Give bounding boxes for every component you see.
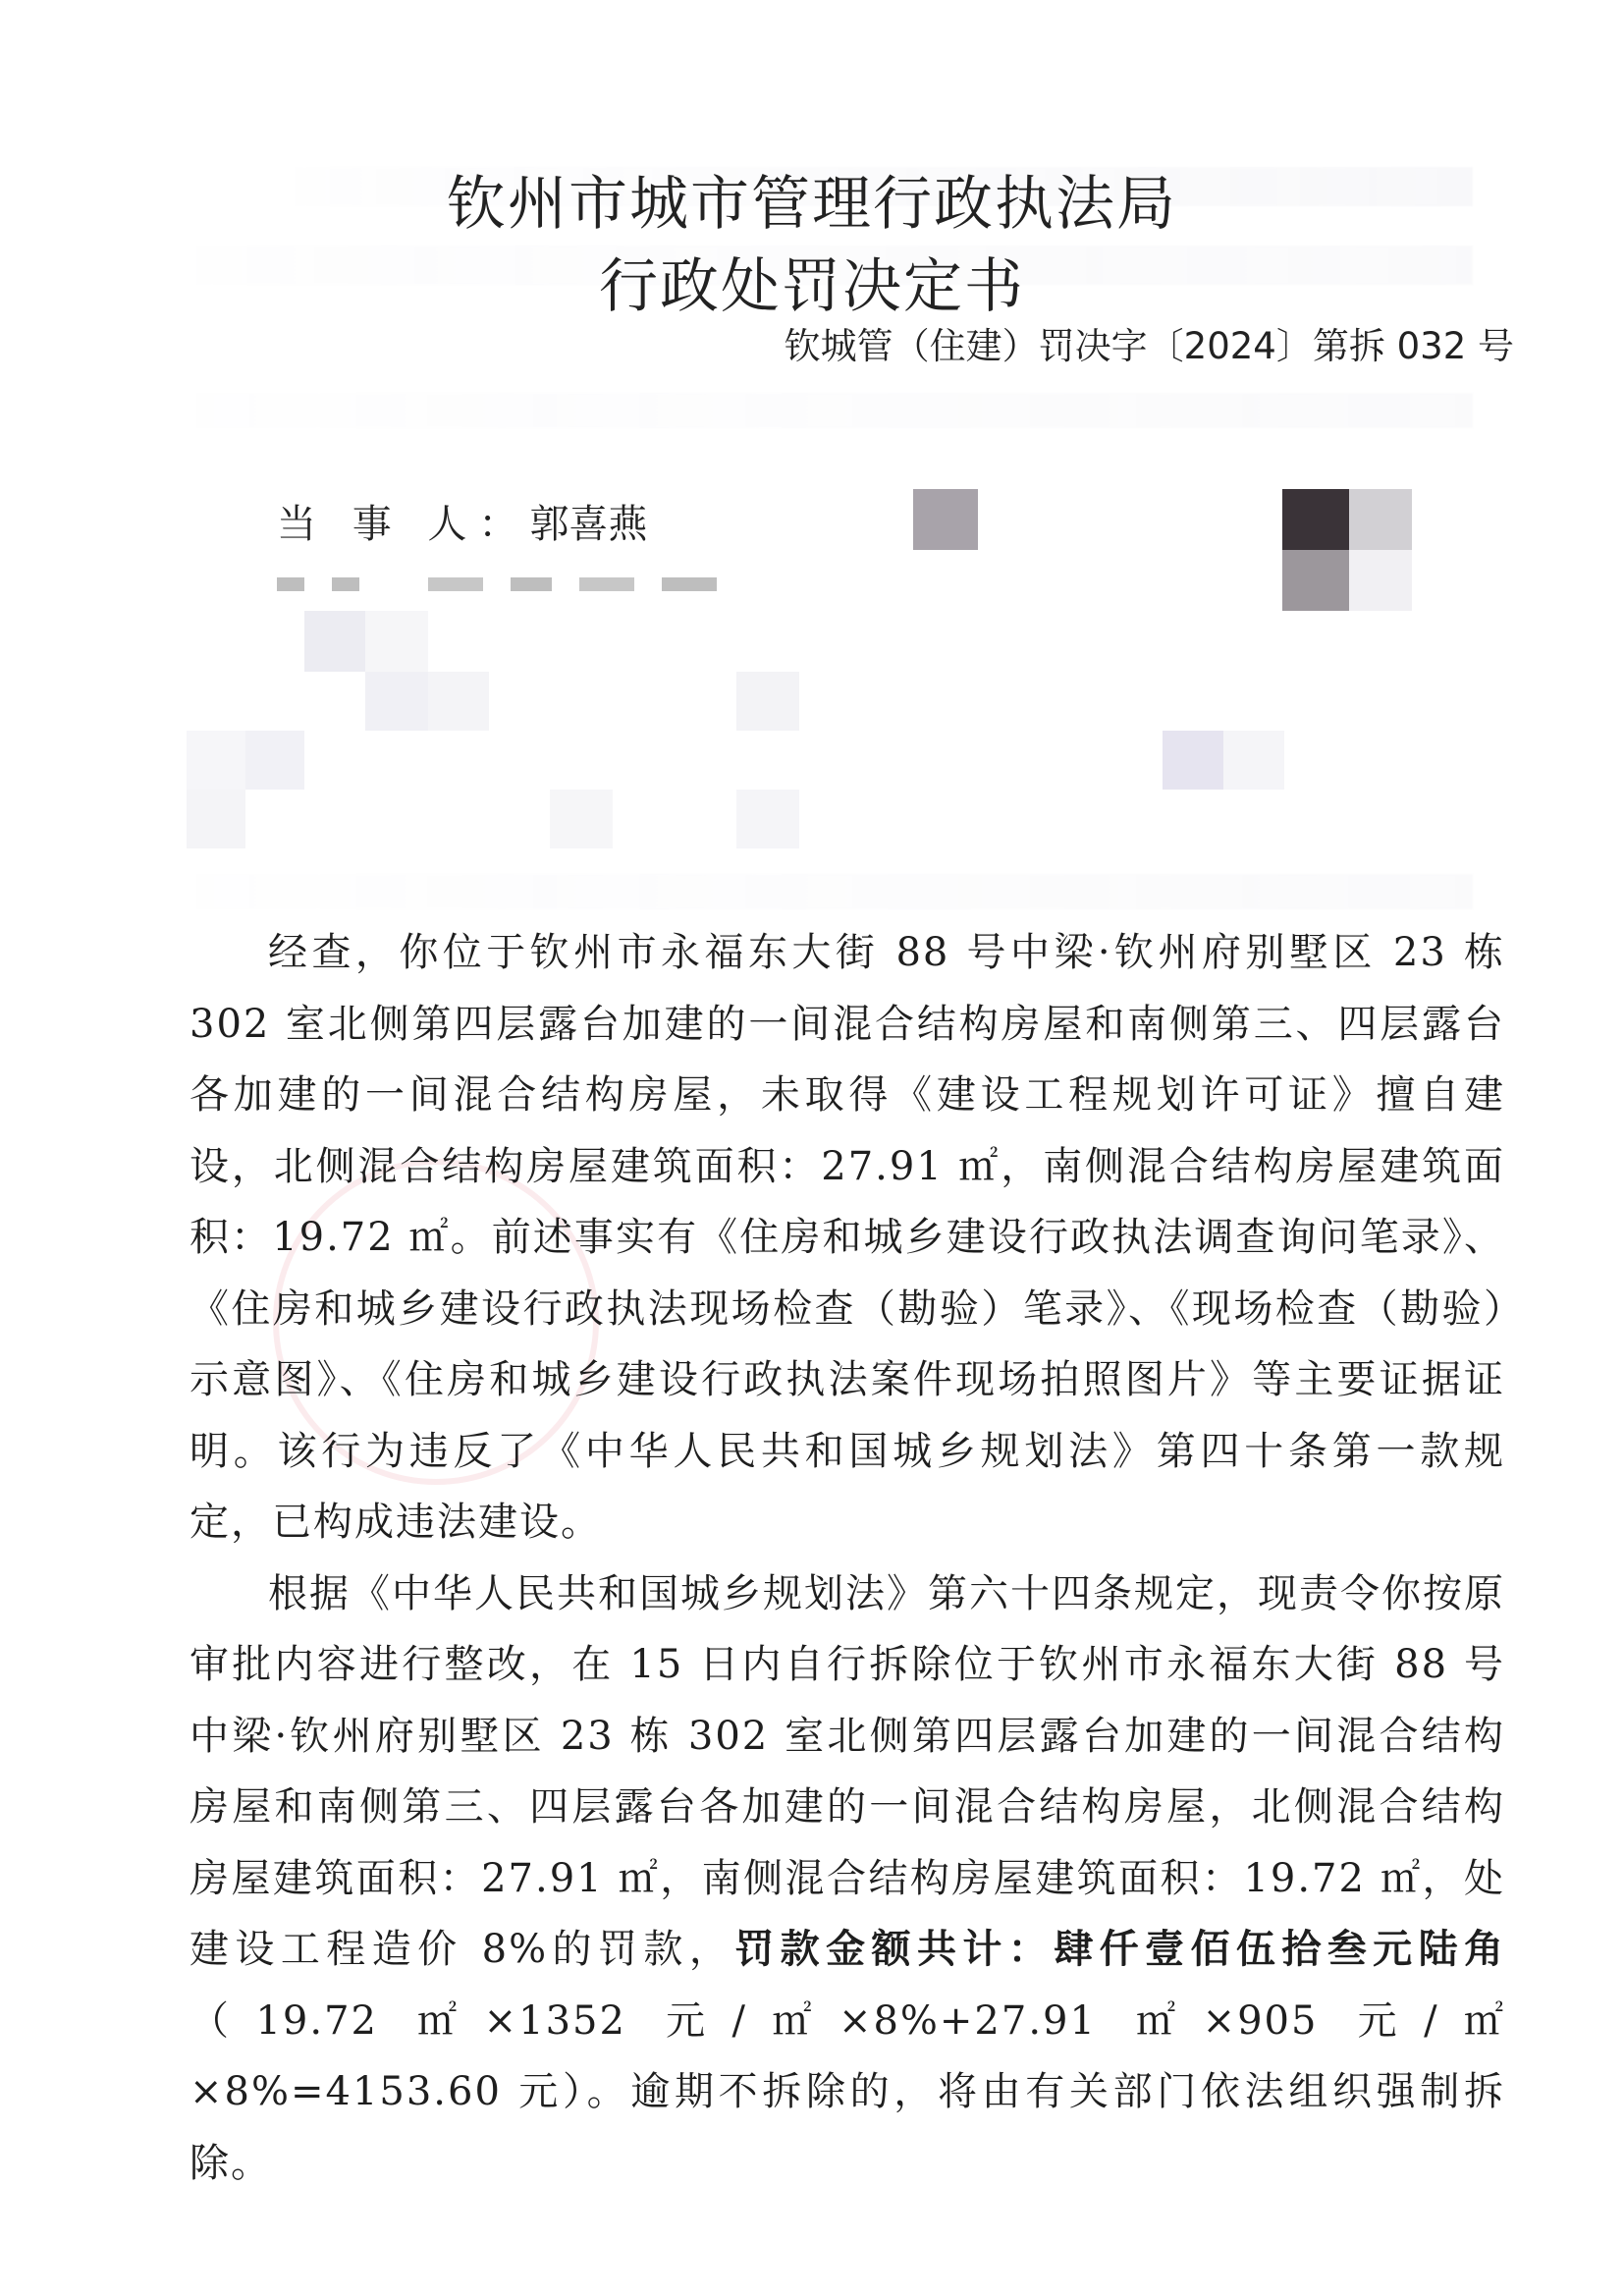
privacy-mosaic — [365, 672, 428, 731]
agency-title: 钦州市城市管理行政执法局 — [447, 170, 1177, 239]
document-type-title: 行政处罚决定书 — [599, 252, 1025, 321]
bleed-through — [196, 874, 1473, 909]
document-number: 钦城管（住建）罚决字〔2024〕第拆 032 号 — [784, 325, 1514, 367]
privacy-mosaic — [1163, 731, 1223, 790]
privacy-mosaic — [1282, 550, 1349, 611]
penalty-text-2: （19.72 ㎡×1352 元/㎡×8%+27.91 ㎡×905 元/㎡×8%=4153.60 元）。逾期不拆除的，将由有关部门依法组织强制拆除。 — [189, 1997, 1505, 2186]
privacy-mosaic — [1349, 489, 1412, 550]
redacted-line — [277, 568, 964, 591]
penalty-paragraph — [189, 1558, 1505, 2200]
privacy-mosaic — [304, 611, 365, 672]
privacy-mosaic — [913, 489, 978, 550]
decision-body — [189, 917, 1505, 2199]
privacy-mosaic — [245, 731, 304, 790]
privacy-mosaic — [187, 731, 245, 790]
penalty-text-1: 根据《中华人民共和国城乡规划法》第六十四条规定，现责令你按原审批内容进行整改，在 15 日内自行拆除位于钦州市永福东大街 88 号中梁·钦州府别墅区 23 栋 302 室北侧第四层露台加建的一间混合结构房屋和南侧第三、四层露台各加建的一间混合结构房屋，北侧混合结构房屋建筑面积：27.91 ㎡，南侧混合结构房屋建筑面积：19.72 ㎡，处建设工程造价 8%的罚款， — [189, 1570, 1505, 1972]
privacy-mosaic — [1282, 489, 1349, 550]
penalty-amount: 罚款金额共计：肆仟壹佰伍拾叁元陆角 — [734, 1926, 1506, 1972]
party-line — [277, 493, 647, 549]
privacy-mosaic — [365, 611, 428, 672]
privacy-mosaic — [736, 672, 799, 731]
privacy-mosaic — [736, 790, 799, 848]
privacy-mosaic — [428, 672, 489, 731]
privacy-mosaic — [187, 790, 245, 848]
party-name: 郭喜燕 — [529, 502, 648, 547]
privacy-mosaic — [1349, 550, 1412, 611]
party-label: 当 事 人： — [277, 502, 530, 547]
bleed-through — [196, 393, 1473, 428]
privacy-mosaic — [1223, 731, 1284, 790]
facts-paragraph: 经查，你位于钦州市永福东大街 88 号中梁·钦州府别墅区 23 栋 302 室北侧第四层露台加建的一间混合结构房屋和南侧第三、四层露台各加建的一间混合结构房屋，未取得《建设工程规划许可证》擅自建设，北侧混合结构房屋建筑面积：27.91 ㎡，南侧混合结构房屋建筑面积：19.72 ㎡。前述事实有《住房和城乡建设行政执法调查询问笔录》、《住房和城乡建设行政执法现场检查（勘验）笔录》、《现场检查（勘验）示意图》、《住房和城乡建设行政执法案件现场拍照图片》等主要证据证明。该行为违反了《中华人民共和国城乡规划法》第四十条第一款规定，已构成违法建设。 — [189, 930, 1505, 1545]
privacy-mosaic — [550, 790, 613, 848]
